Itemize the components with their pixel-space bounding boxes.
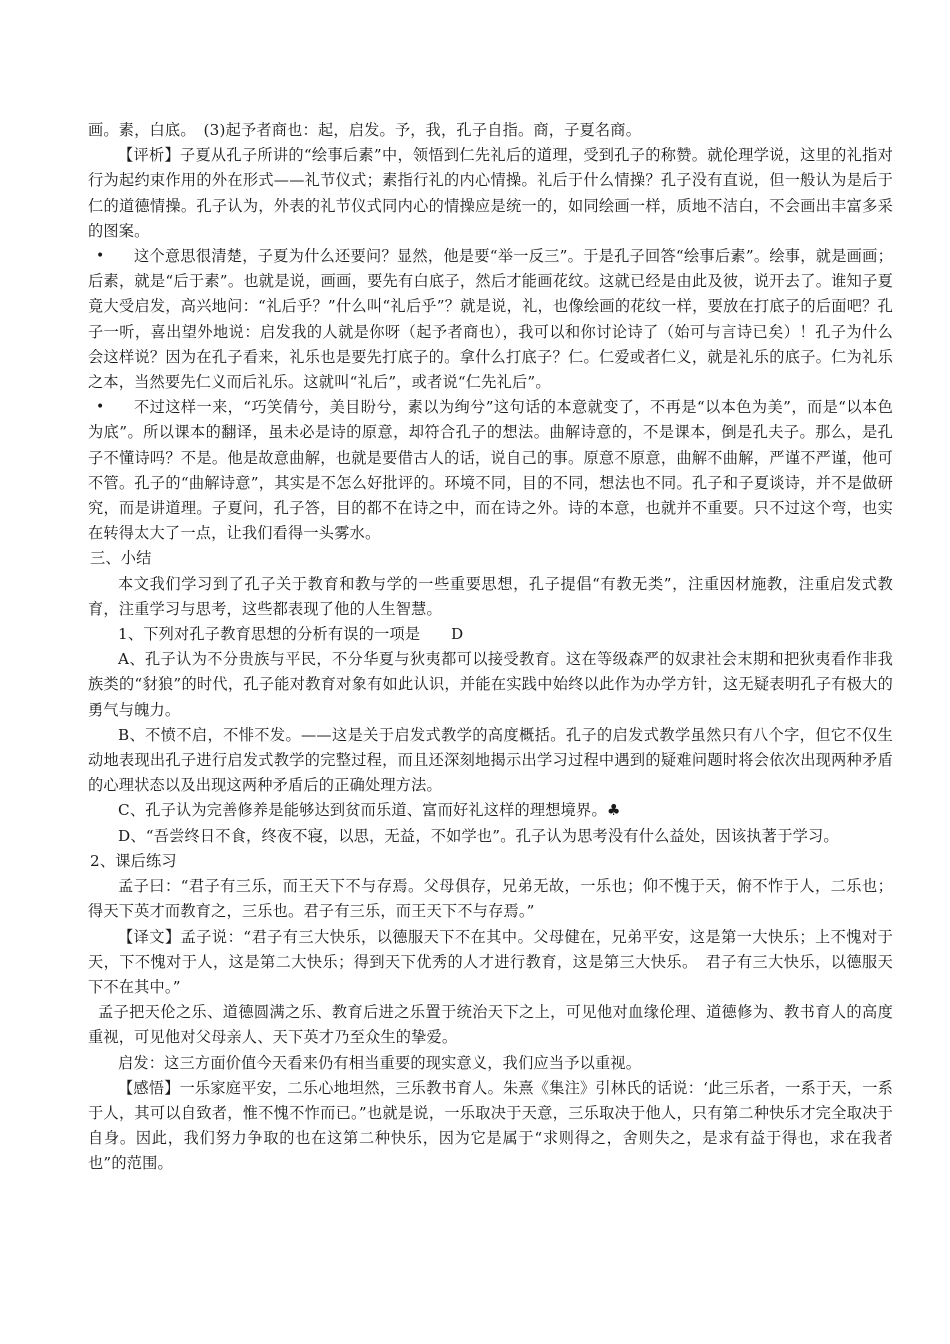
option-c: C、孔子认为完善修养是能够达到贫而乐道、富而好礼这样的理想境界。♣ (118, 801, 621, 820)
bullet-text: 不过这样一来，“巧笑倩兮，美目盼兮，素以为绚兮”这句话的本意就变了，不再是“以本色为美”，而是“以本色为底”。所以课本的翻译，虽未必是诗的原意，却符合孔子的想法。曲解诗意的，不是课本，倒是孔夫子。那么，是孔子不懂诗吗？不是。他是故意曲解，也就是要借古人的话，说自己的事。原意不原意，曲解不曲解，严谨不严谨，他可不管。孔子的“曲解诗意”，其实是不怎么好批评的。环境不同，目的不同，想法也不同。孔子和子夏谈诗，并不是做研究，而是讲道理。子夏问，孔子答，目的都不在诗之中，而在诗之外。诗的本意，也就并不重要。只不过这个弯，也实在转得太大了一点，让我们看得一头雾水。 (88, 398, 893, 543)
annotation-line: 画。素，白底。 (3)起予者商也：起，启发。予，我，孔子自指。商，子夏名商。 (88, 121, 642, 139)
option-a: A、孔子认为不分贵族与平民，不分华夏与狄夷都可以接受教育。这在等级森严的奴隶社会末期和把狄夷看作非我族类的“豺狼”的时代，孔子能对教育对象有如此认识，并能在实践中始终以此作为办学方针，这无疑表明孔子有极大的勇气与魄力。 (88, 650, 893, 719)
reflection-paragraph: 【感悟】一乐家庭平安，二乐心地坦然，三乐教书育人。朱熹《集注》引林氏的话说：‘此三乐者，一系于天，一系于人，其可以自致者，惟不愧不怍而已。”也就是说，一乐取决于天意，三乐取决于他人，只有第二种快乐才完全取决于自身。因此，我们努力争取的也在这第二种快乐，因为它是属于“求则得之，舍则失之，是求有益于得也，求在我者也”的范围。 (88, 1078, 893, 1173)
section-heading-summary: 三、小结 (90, 549, 152, 568)
mencius-quote: 孟子曰：“君子有三乐，而王天下不与存焉。父母俱存，兄弟无故，一乐也；仰不愧于天，俯不怍于人，二乐也；得天下英才而教育之，三乐也。君子有三乐，而王天下不与存焉。” (88, 877, 893, 921)
question-stem: 1、下列对孔子教育思想的分析有误的一项是 D (118, 625, 464, 644)
translation-paragraph: 【译文】孟子说：“君子有三大快乐，以德服天下不在其中。父母健在，兄弟平安，这是第一大快乐；上不愧对于天，下不愧对于人，这是第二大快乐；得到天下优秀的人才进行教育，这是第三大快乐。 君子有三大快乐，以德服天下不在其中。” (88, 927, 893, 996)
option-b: B、不愤不启，不悱不发。——这是关于启发式教学的高度概括。孔子的启发式教学虽然只有八个字，但它不仅生动地表现出孔子进行启发式教学的完整过程，而且还深刻地揭示出学习过程中遇到的疑难问题时将会依次出现两种矛盾的心理状态以及出现这两种矛盾后的正确处理方法。 (88, 725, 893, 795)
bullet-icon: • (96, 248, 105, 265)
analysis-paragraph: 孟子把天伦之乐、道德圆满之乐、教育后进之乐置于统治天下之上，可见他对血缘伦理、道德修为、教书育人的高度重视，可见他对父母亲人、天下英才乃至众生的挚爱。 (88, 1003, 893, 1047)
summary-paragraph: 本文我们学习到了孔子关于教育和教与学的一些重要思想，孔子提倡“有教无类”，注重因材施教，注重启发式教育，注重学习与思考，这些都表现了他的人生智慧。 (88, 574, 893, 618)
option-d: D、“吾尝终日不食，终夜不寝，以思，无益，不如学也”。孔子认为思考没有什么益处，因该执著于学习。 (118, 826, 839, 845)
bullet-text: 这个意思很清楚，子夏为什么还要问？显然，他是要“举一反三”。于是孔子回答“绘事后素”。绘事，就是画画；后素，就是“后于素”。也就是说，画画，要先有白底子，然后才能画花纹。这就已经是由此及彼，说开去了。谁知子夏竟大受启发，高兴地问：“礼后乎？”什么叫“礼后乎”？就是说，礼，也像绘画的花纹一样，要放在打底子的后面吧？孔子一听，喜出望外地说：启发我的人就是你呀（起予者商也），我可以和你讨论诗了（始可与言诗已矣）！孔子为什么会这样说？因为在孔子看来，礼乐也是要先打底子的。拿什么打底子？仁。仁爱或者仁义，就是礼乐的底子。仁为礼乐之本，当然要先仁义而后礼乐。这就叫“礼后”，或者说“仁先礼后”。 (88, 247, 893, 392)
bullet-paragraph-2 (88, 395, 893, 546)
bullet-icon: • (96, 399, 105, 416)
section-heading-exercise: 2、课后练习 (90, 851, 177, 870)
commentary-paragraph: 【评析】子夏从孔子所讲的“绘事后素”中，领悟到仁先礼后的道理，受到孔子的称赞。就伦理学说，这里的礼指对行为起约束作用的外在形式——礼节仪式；素指行礼的内心情操。礼后于什么情操？孔子没有直说，但一般认为是后于仁的道德情操。孔子认为，外表的礼节仪式同内心的情操应是统一的，如同绘画一样，质地不洁白，不会画出丰富多采的图案。 (88, 146, 893, 240)
bullet-paragraph-1 (88, 244, 893, 395)
document-page (88, 118, 893, 1177)
inspiration-paragraph: 启发：这三方面价值今天看来仍有相当重要的现实意义，我们应当予以重视。 (118, 1053, 642, 1072)
